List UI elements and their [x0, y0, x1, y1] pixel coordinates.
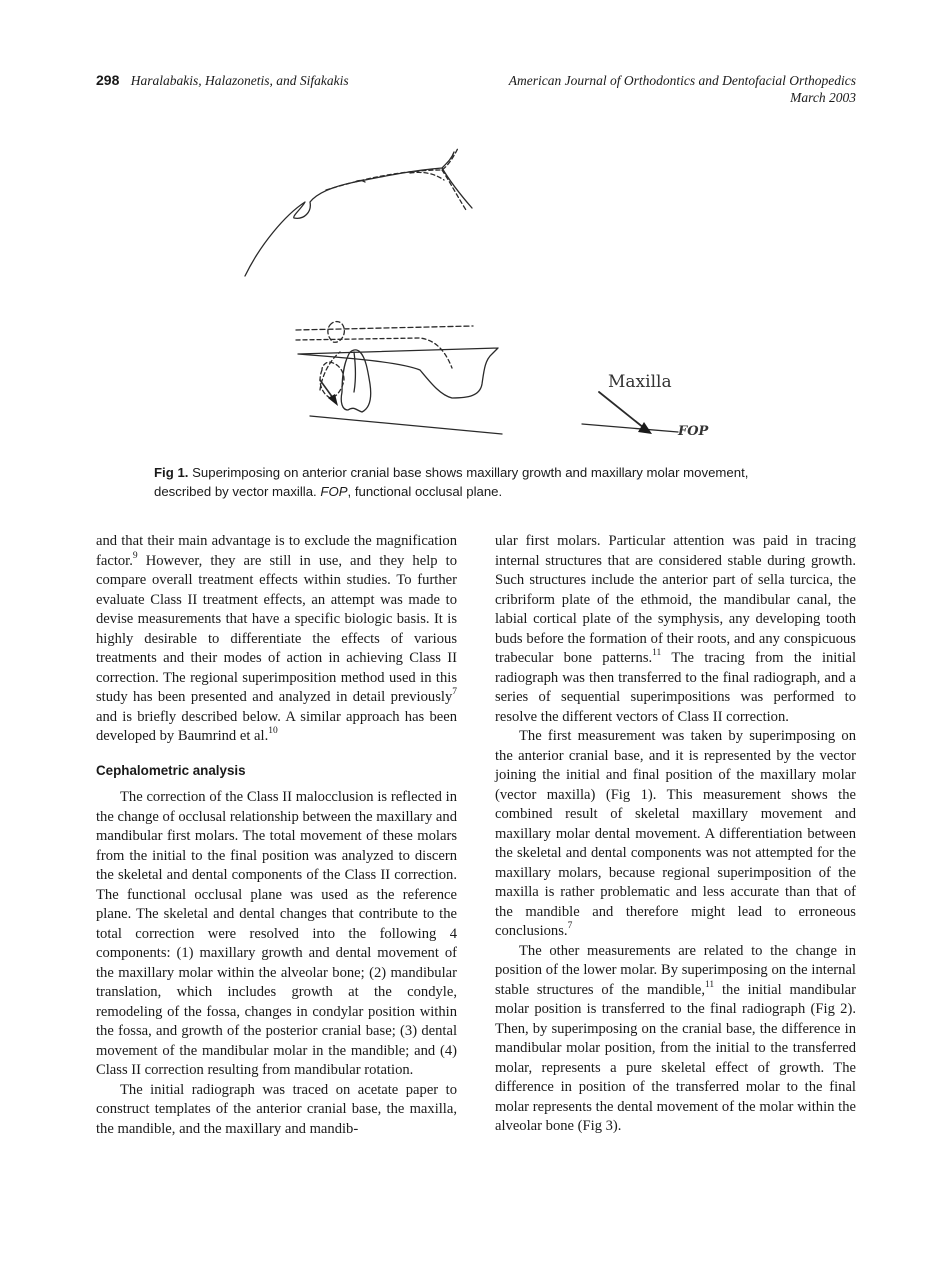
citation-superscript: 7 — [567, 921, 573, 932]
text-run: The first measurement was taken by superimposing on the anterior cranial base, and it is represented by the vector joining the initial and final position of the maxillary molar (vector maxilla) (Fig 1). This measurement shows the combined result of skeletal maxillary movement and maxillary molar dental movement. A differentiation between the skeletal and dental components was not attempted for the maxillary molars, because regional superimposition of the maxilla is rather problematic and less accurate than that of the mandible and therefore might lead to erroneous conclusions. — [495, 728, 856, 939]
palatal-dashed-outline — [296, 338, 452, 390]
caption-text-a: Superimposing on anterior cranial base shows maxillary growth and maxillary molar movement, described by vector maxilla. — [154, 465, 749, 499]
page-number: 298 — [96, 72, 120, 88]
text-run: The other measurements are related to the change in position of the lower molar. By superimposing on the internal stable structures of the mandible, — [495, 942, 856, 998]
left-paragraph-1 — [96, 532, 457, 747]
cranial-base-dashed — [326, 148, 466, 210]
right-paragraph-3 — [495, 942, 856, 1137]
header-right — [509, 72, 856, 106]
figure-caption — [154, 463, 804, 501]
text-run: ular first molars. Particular attention was paid in tracing internal structures that are considered stable during growth. Such structures include the anterior part of sella turcica, the cribriform plate of the ethmoid, the mandibular canal, the labial cortical plate of the symphysis, any developing tooth buds before the formation of their roots, and any conspicuous trabecular bone patterns. — [495, 533, 856, 666]
right-column — [495, 532, 856, 1137]
text-run: and is briefly described below. A similar approach has been developed by Baumrind et al. — [96, 708, 457, 744]
occlusal-plane-line — [310, 416, 502, 434]
right-paragraph-2 — [495, 727, 856, 942]
text-run: However, they are still in use, and they help to compare overall treatment effects within studies. To further evaluate Class II treatment effects, an attempt was made to devise measurements that have a specific biologic basis. It is highly desirable to differentiate the effects of various treatments and their modes of action in achieving Class II correction. The regional superimposition method used in this study has been presented and analyzed in detail previously — [96, 552, 457, 705]
caption-abbreviation: FOP — [320, 484, 348, 499]
right-paragraph-1 — [495, 532, 856, 727]
citation-superscript: 9 — [132, 550, 138, 561]
citation-superscript: 11 — [705, 979, 715, 990]
header-left — [96, 72, 349, 89]
legend-maxilla-vector — [599, 392, 644, 428]
caption-text-b: , functional occlusal plane. — [347, 484, 503, 499]
left-column — [96, 532, 457, 1139]
citation-superscript: 7 — [452, 687, 457, 698]
text-run: The tracing from the initial radiograph was then transferred to the final radiograph, and a series of sequential superimpositions was performed to resolve the different vectors of Class II correction. — [495, 650, 857, 725]
left-paragraph-3: The initial radiograph was traced on acetate paper to construct templates of the anterior cranial base, the maxilla, the mandible, and the maxillary and mandib- — [96, 1081, 457, 1137]
left-paragraph-2: The correction of the Class II malocclusion is reflected in the change of occlusal relationship between the maxillary and mandibular first molars. The total movement of these molars from the initial to the final position was analyzed to discern the skeletal and dental components of the Class II correction. The functional occlusal plane was used as the reference plane. The skeletal and dental changes that contribute to the total correction were resolved into the following 4 components: (1) maxillary growth and dental movement of the maxillary molar within the alveolar bone; (2) mandibular translation, which includes growth at the condyle, remodeling of the fossa, changes in condylar position within the fossa, and growth of the posterior cranial base; (3) dental movement of the mandibular molar in the mandible; and (4) Class II correction resulting from mandibular rotation. — [96, 789, 457, 1078]
label-maxilla: Maxilla — [608, 372, 672, 392]
figure-1 — [230, 140, 730, 450]
issue-date: March 2003 — [790, 90, 856, 105]
legend-fop-line — [582, 424, 678, 432]
caption-label: Fig 1. — [154, 465, 189, 480]
text-run: the initial mandibular molar position is transferred to the final radiograph (Fig 2). Then, by superimposing on the cranial base, the difference in mandibular molar position, from the initial to the transferred molar, represents a pure skeletal effect of growth. The difference in position of the transferred molar to the final molar represents the dental movement of the molar within the alveolar bone (Fig 3). — [495, 981, 856, 1134]
tracing-vector-line — [320, 380, 333, 398]
molar-crown-initial — [320, 322, 344, 398]
journal-title: American Journal of Orthodontics and Dentofacial Orthopedics — [508, 73, 856, 88]
citation-superscript: 11 — [652, 648, 662, 659]
page-header — [96, 72, 856, 108]
text-run: and that their main advantage is to exclude the magnification factor. — [96, 533, 457, 569]
citation-superscript: 10 — [268, 726, 278, 737]
reference-line-dashed — [296, 326, 473, 330]
cephalometric-tracing — [230, 140, 730, 450]
label-fop: FOP — [678, 424, 709, 439]
section-heading: Cephalometric analysis — [96, 762, 246, 778]
running-authors: Haralabakis, Halazonetis, and Sifakakis — [130, 73, 349, 88]
